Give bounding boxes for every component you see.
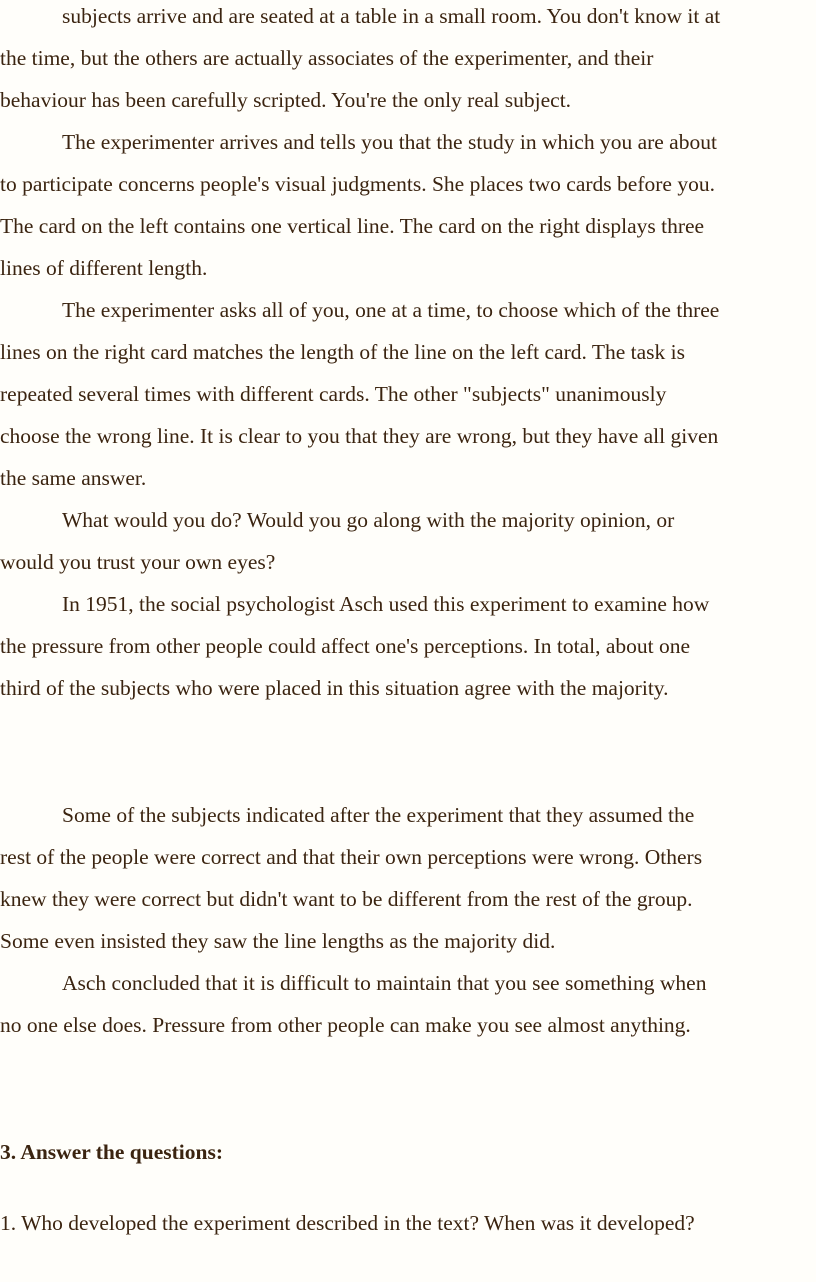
text-line: Some even insisted they saw the line lengths as the majority did. bbox=[0, 929, 556, 953]
text-line: subjects arrive and are seated at a table in a small room. You don't know it at bbox=[62, 4, 721, 28]
text-line: rest of the people were correct and that their own perceptions were wrong. Others bbox=[0, 845, 703, 869]
text-line: the pressure from other people could affect one's perceptions. In total, about one bbox=[0, 634, 691, 658]
text-line: What would you do? Would you go along with the majority opinion, or bbox=[62, 508, 675, 532]
text-line: would you trust your own eyes? bbox=[0, 550, 276, 574]
question-item: 1. Who developed the experiment described in the text? When was it developed? bbox=[0, 1211, 695, 1235]
text-line: behaviour has been carefully scripted. You're the only real subject. bbox=[0, 88, 572, 112]
text-line: lines of different length. bbox=[0, 256, 208, 280]
text-line: lines on the right card matches the length of the line on the left card. The task is bbox=[0, 340, 686, 364]
text-line: Asch concluded that it is difficult to maintain that you see something when bbox=[62, 971, 707, 995]
text-line: The experimenter asks all of you, one at a time, to choose which of the three bbox=[62, 298, 720, 322]
text-line: the same answer. bbox=[0, 466, 147, 490]
text-line: the time, but the others are actually associates of the experimenter, and their bbox=[0, 46, 654, 70]
text-line: In 1951, the social psychologist Asch used this experiment to examine how bbox=[62, 592, 710, 616]
section-heading: 3. Answer the questions: bbox=[0, 1140, 223, 1164]
text-line: Some of the subjects indicated after the experiment that they assumed the bbox=[62, 803, 695, 827]
text-line: third of the subjects who were placed in this situation agree with the majority. bbox=[0, 676, 669, 700]
text-line: to participate concerns people's visual judgments. She places two cards before you. bbox=[0, 172, 715, 196]
text-line: knew they were correct but didn't want to be different from the rest of the group. bbox=[0, 887, 693, 911]
text-line: repeated several times with different cards. The other "subjects" unanimously bbox=[0, 382, 667, 406]
text-line: The experimenter arrives and tells you that the study in which you are about bbox=[62, 130, 717, 154]
text-line: The card on the left contains one vertical line. The card on the right displays three bbox=[0, 214, 705, 238]
text-line: choose the wrong line. It is clear to you that they are wrong, but they have all given bbox=[0, 424, 719, 448]
text-line: no one else does. Pressure from other people can make you see almost anything. bbox=[0, 1013, 691, 1037]
